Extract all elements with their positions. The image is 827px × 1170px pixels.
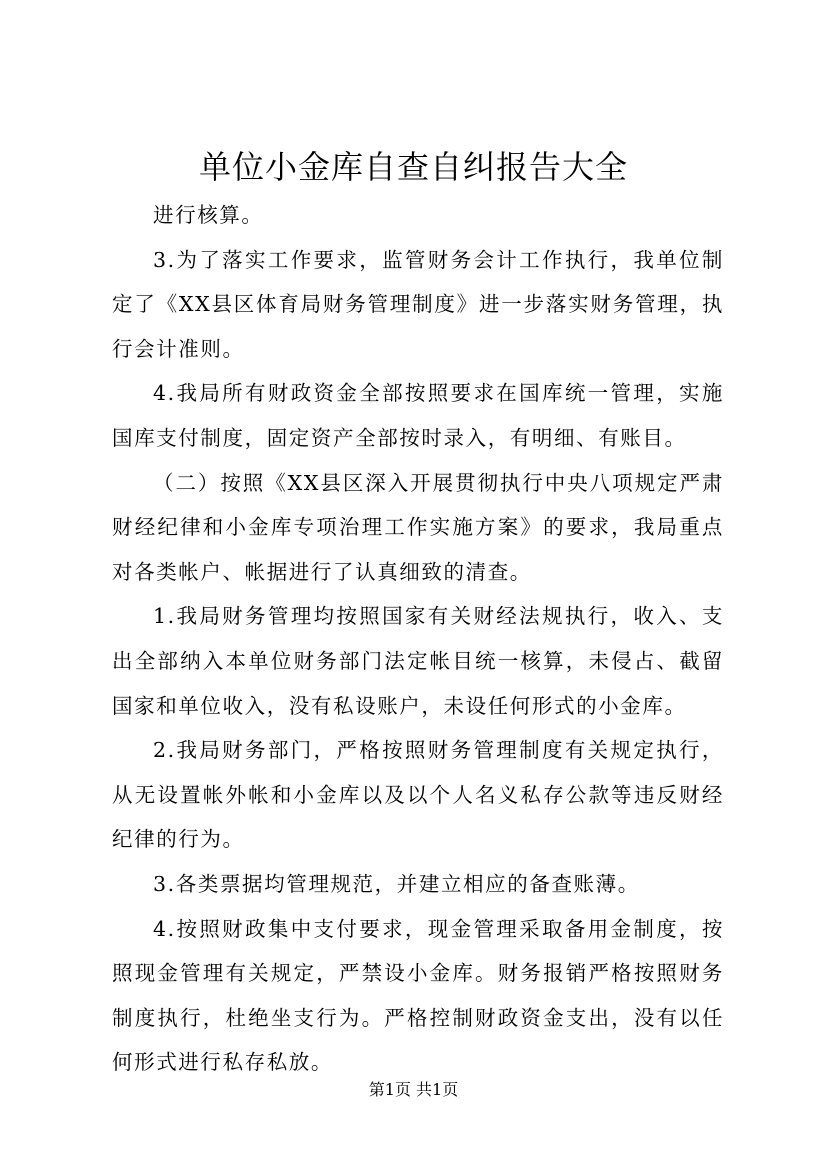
paragraph-section-2-intro: （二）按照《XX县区深入开展贯彻执行中央八项规定严肃财经纪律和小金库专项治理工作实施方案》的要求，我局重点对各类帐户、帐据进行了认真细致的清查。: [112, 470, 724, 584]
paragraph-item-1-finance-management: 1.我局财务管理均按照国家有关财经法规执行，收入、支出全部纳入本单位财务部门法定帐目统一核算，未侵占、截留国家和单位收入，没有私设账户，未设任何形式的小金库。: [112, 604, 724, 718]
paragraph-item-4-cash-management: 4.按照财政集中支付要求，现金管理采取备用金制度，按照现金管理有关规定，严禁设小金库。财务报销严格按照财务制度执行，杜绝坐支行为。严格控制财政资金支出，没有以任何形式进行私存私放。: [112, 916, 724, 1075]
paragraph-continuation: 进行核算。: [153, 203, 264, 227]
paragraph-item-2-finance-department: 2.我局财务部门，严格按照财务管理制度有关规定执行，从无设置帐外帐和小金库以及以个人名义私存公款等违反财经纪律的行为。: [112, 738, 724, 852]
page-number-footer: 第1页 共1页: [368, 1080, 459, 1099]
paragraph-item-3-regulations: 3.为了落实工作要求，监管财务会计工作执行，我单位制定了《XX县区体育局财务管理制度》进一步落实财务管理，执行会计准则。: [112, 247, 724, 361]
paragraph-item-3-receipts: 3.各类票据均管理规范，并建立相应的备查账薄。: [153, 871, 640, 896]
paragraph-item-4-treasury: 4.我局所有财政资金全部按照要求在国库统一管理，实施国库支付制度，固定资产全部按时录入，有明细、有账目。: [112, 381, 724, 450]
document-title: 单位小金库自查自纠报告大全: [198, 148, 628, 186]
document-body: [112, 193, 724, 1085]
